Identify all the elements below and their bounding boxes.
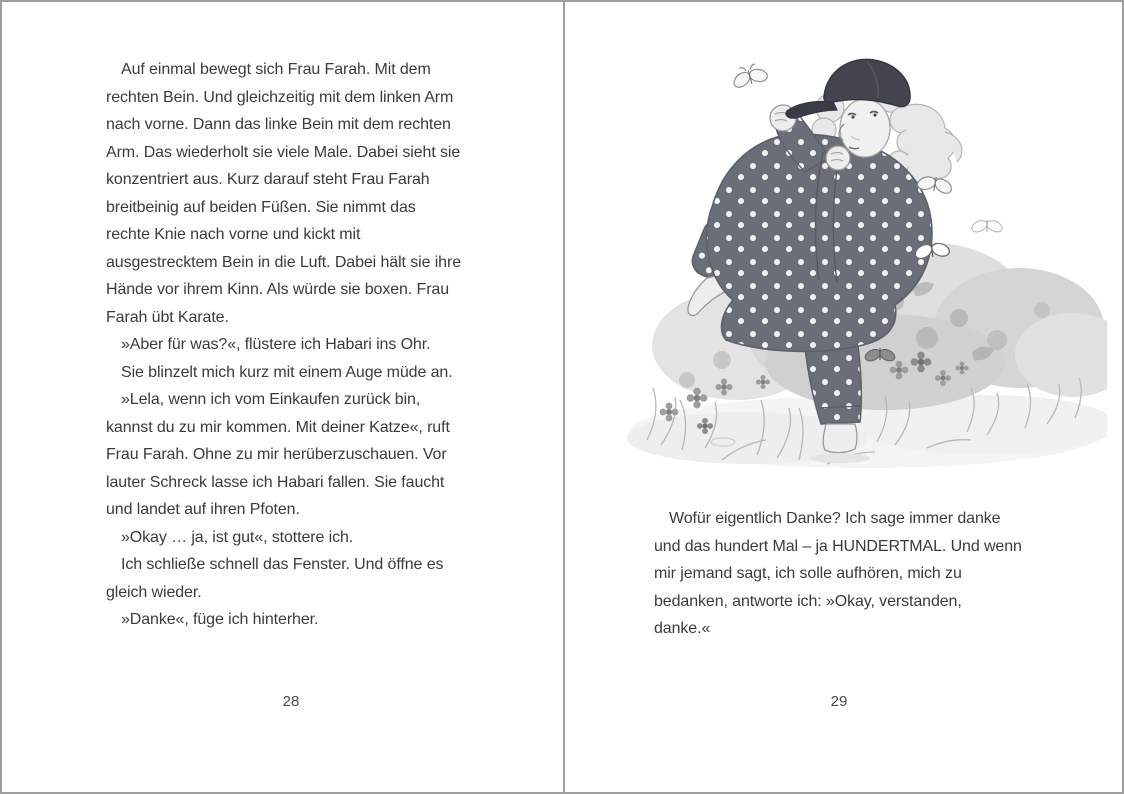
- text-line: rechten Bein. Und gleichzeitig mit dem linken Arm: [106, 88, 454, 106]
- text-line: Arm. Das wiederholt sie viele Male. Dabei sieht sie: [106, 143, 461, 161]
- karate-woman-illustration: [627, 40, 1107, 475]
- text-line: nach vorne. Dann das linke Bein mit dem rechten: [106, 116, 451, 133]
- left-page-text: [106, 56, 491, 634]
- butterfly-icon: [970, 218, 1004, 234]
- text-line: »Aber für was?«, flüstere ich Habari ins Ohr.: [121, 336, 431, 353]
- text-line: »Okay … ja, ist gut«, stottere ich.: [121, 528, 354, 546]
- butterfly-icon: [729, 61, 772, 91]
- text-line: »Danke«, füge ich hinterher.: [121, 611, 319, 628]
- chin-fist: [826, 146, 850, 170]
- page-divider: [563, 2, 565, 792]
- text-line: mir jemand sagt, ich solle aufhören, mich zu: [654, 565, 962, 582]
- text-line: gleich wieder.: [106, 583, 202, 601]
- text-line: breitbeinig auf beiden Füßen. Sie nimmt das: [106, 198, 416, 216]
- page-number-left: 28: [282, 693, 300, 710]
- text-line: konzentriert aus. Kurz darauf steht Frau Farah: [106, 171, 430, 188]
- text-line: Wofür eigentlich Danke? Ich sage immer danke: [669, 510, 1001, 527]
- text-line: »Lela, wenn ich vom Einkaufen zurück bin,: [121, 391, 421, 408]
- text-line: rechte Knie nach vorne und kickt mit: [106, 226, 361, 243]
- text-line: kannst du zu mir kommen. Mit deiner Katze«, ruft: [106, 418, 450, 436]
- right-page-text: [654, 505, 1039, 643]
- text-line: Hände vor ihrem Kinn. Als würde sie boxen. Frau: [106, 281, 450, 298]
- text-line: und landet auf ihren Pfoten.: [106, 501, 300, 518]
- face: [839, 99, 890, 157]
- text-line: Farah übt Karate.: [106, 308, 229, 326]
- text-line: Ich schließe schnell das Fenster. Und öffne es: [121, 556, 444, 573]
- text-line: Frau Farah. Ohne zu mir herüberzuschauen. Vor: [106, 446, 447, 463]
- page-number-right: 29: [830, 693, 848, 710]
- text-line: und das hundert Mal – ja HUNDERTMAL. Und wenn: [654, 537, 1022, 555]
- text-line: danke.«: [654, 620, 711, 637]
- text-line: ausgestrecktem Bein in die Luft. Dabei hält sie ihre: [106, 253, 461, 271]
- text-line: lauter Schreck lasse ich Habari fallen. Sie faucht: [106, 473, 445, 491]
- standing-foot: [823, 424, 857, 453]
- text-line: Sie blinzelt mich kurz mit einem Auge müde an.: [121, 363, 453, 381]
- text-line: Auf einmal bewegt sich Frau Farah. Mit dem: [121, 61, 431, 78]
- text-line: bedanken, antworte ich: »Okay, verstanden,: [654, 592, 962, 610]
